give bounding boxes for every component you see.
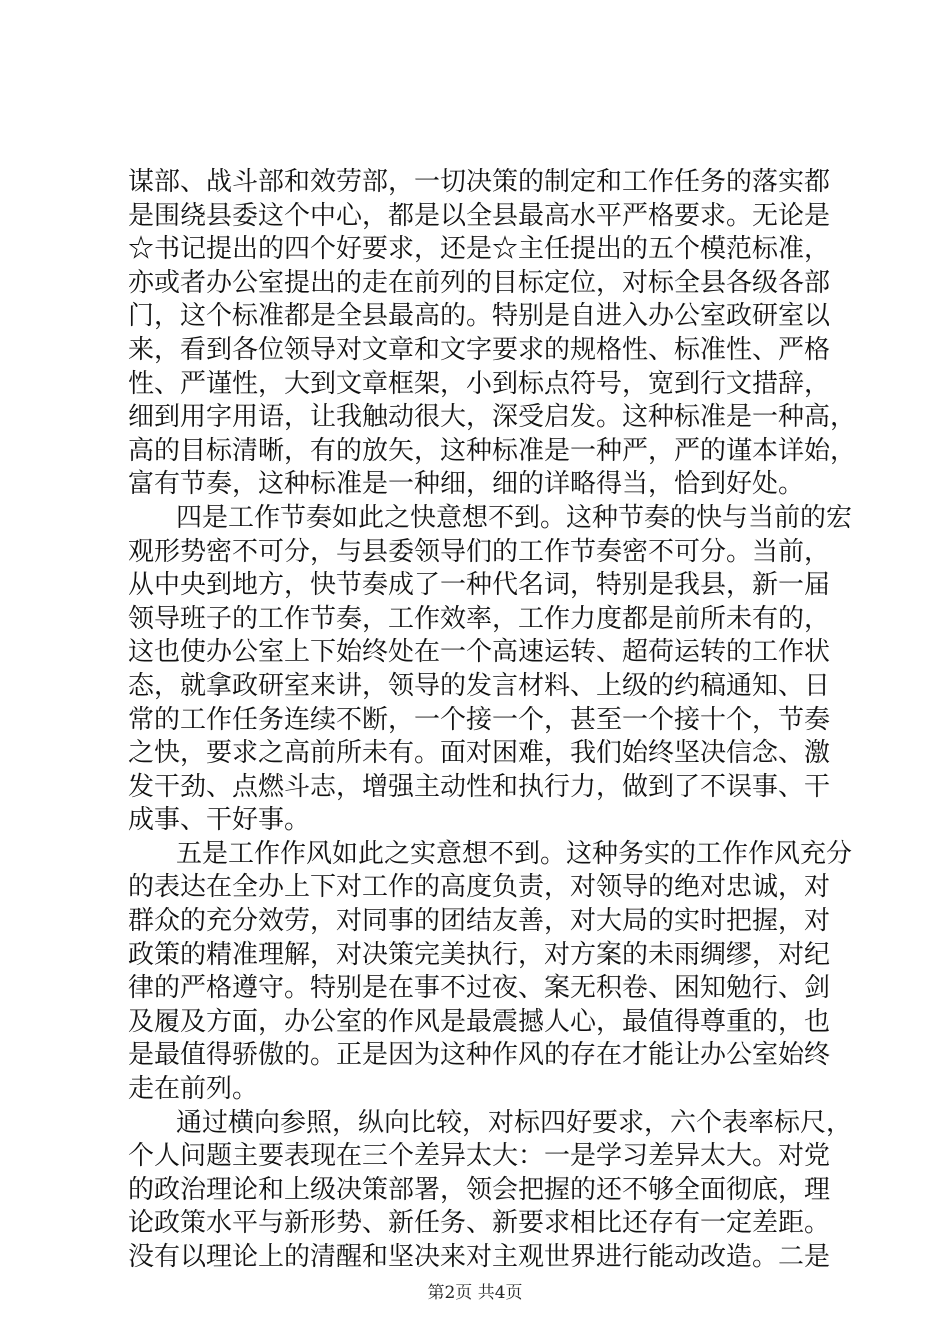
text-line: 四是工作节奏如此之快意想不到。这种节奏的快与当前的宏: [176, 502, 853, 533]
text-line: 群众的充分效劳，对同事的团结友善，对大局的实时把握，对: [128, 906, 831, 937]
text-line: 五是工作作风如此之实意想不到。这种务实的工作作风充分: [176, 838, 853, 869]
text-line: 通过横向参照，纵向比较，对标四好要求，六个表率标尺，: [176, 1107, 853, 1138]
text-line: 论政策水平与新形势、新任务、新要求相比还存有一定差距。: [128, 1208, 831, 1239]
text-line: 个人问题主要表现在三个差异太大：一是学习差异太大。对党: [128, 1141, 831, 1172]
text-line: 及履及方面，办公室的作风是最震撼人心，最值得尊重的，也: [128, 1006, 831, 1037]
text-line: 从中央到地方，快节奏成了一种代名词，特别是我县，新一届: [128, 570, 831, 601]
text-line: 观形势密不可分，与县委领导们的工作节奏密不可分。当前，: [128, 536, 831, 567]
text-line: 没有以理论上的清醒和坚决来对主观世界进行能动改造。二是: [128, 1242, 831, 1272]
text-line: 态，就拿政研室来讲，领导的发言材料、上级的约稿通知、日: [128, 670, 831, 701]
text-line: 这也使办公室上下始终处在一个高速运转、超荷运转的工作状: [128, 637, 831, 668]
text-line: 之快，要求之高前所未有。面对困难，我们始终坚决信念、激: [128, 738, 831, 769]
text-line: 细到用字用语，让我触动很大，深受启发。这种标准是一种高，: [128, 402, 857, 433]
text-line: 领导班子的工作节奏，工作效率，工作力度都是前所未有的，: [128, 603, 831, 634]
text-line: 门，这个标准都是全县最高的。特别是自进入办公室政研室以: [128, 301, 831, 332]
text-line: 政策的精准理解，对决策完美执行，对方案的未雨绸缪，对纪: [128, 939, 831, 970]
text-line: 是围绕县委这个中心，都是以全县最高水平严格要求。无论是: [128, 200, 831, 231]
text-line: 成事、干好事。: [128, 805, 311, 836]
text-line: 来，看到各位领导对文章和文字要求的规格性、标准性、严格: [128, 334, 831, 365]
body-text: [128, 166, 857, 1275]
text-line: 是最值得骄傲的。正是因为这种作风的存在才能让办公室始终: [128, 1040, 831, 1071]
text-line: 亦或者办公室提出的走在前列的目标定位，对标全县各级各部: [128, 267, 831, 298]
text-line: 高的目标清晰，有的放矢，这种标准是一种严，严的谨本详始，: [128, 435, 857, 466]
text-line: 律的严格遵守。特别是在事不过夜、案无积卷、困知勉行、剑: [128, 973, 831, 1004]
text-line: 富有节奏，这种标准是一种细，细的详略得当，恰到好处。: [128, 469, 805, 500]
text-line: 常的工作任务连续不断，一个接一个，甚至一个接十个，节奏: [128, 704, 831, 735]
text-line: ☆书记提出的四个好要求，还是☆主任提出的五个模范标准，: [128, 234, 831, 265]
page-footer: 第2页 共4页: [427, 1283, 523, 1303]
text-line: 的政治理论和上级决策部署，领会把握的还不够全面彻底，理: [128, 1174, 831, 1205]
text-line: 发干劲、点燃斗志，增强主动性和执行力，做到了不误事、干: [128, 771, 831, 802]
text-line: 性、严谨性，大到文章框架，小到标点符号，宽到行文措辞，: [128, 368, 831, 399]
text-line: 的表达在全办上下对工作的高度负责，对领导的绝对忠诚，对: [128, 872, 831, 903]
text-line: 走在前列。: [128, 1074, 259, 1105]
text-line: 谋部、战斗部和效劳部，一切决策的制定和工作任务的落实都: [128, 167, 831, 197]
